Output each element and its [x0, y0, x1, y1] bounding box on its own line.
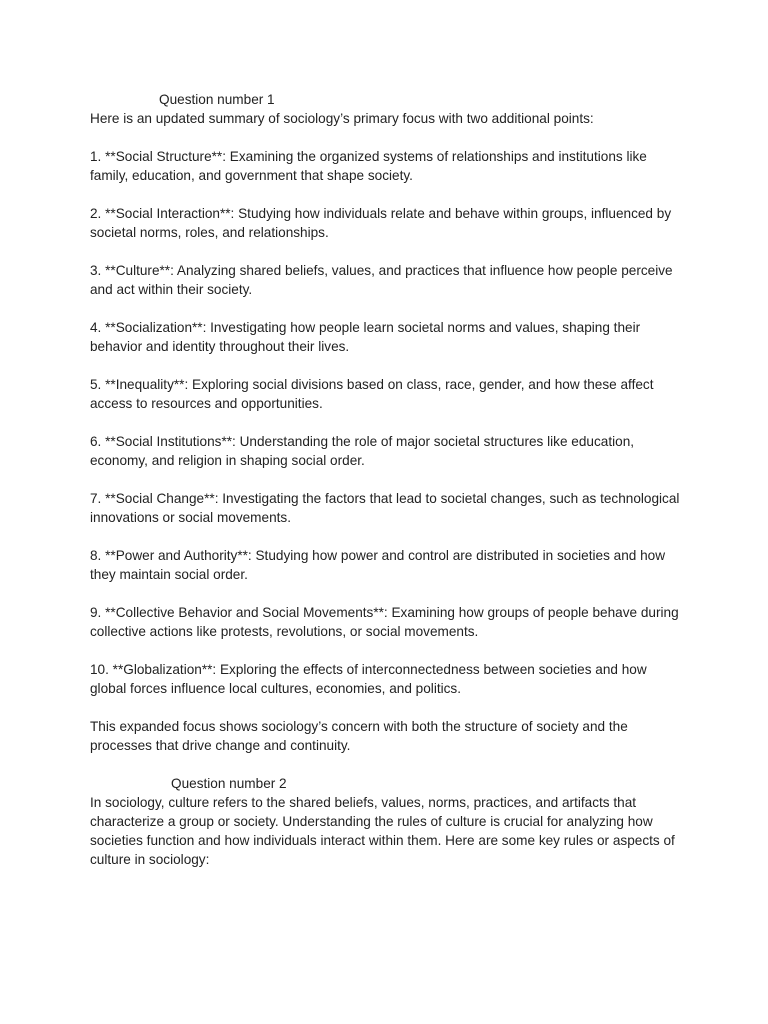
point-social-change: 7. **Social Change**: Investigating the factors that lead to societal changes, such as technological innovations or social movements.	[90, 491, 680, 525]
point-collective-behavior: 9. **Collective Behavior and Social Movements**: Examining how groups of people behave during collective actions like protests, revolutions, or social movements.	[90, 605, 679, 639]
question-1-heading: Question number 1	[159, 92, 275, 107]
question-2-heading: Question number 2	[171, 776, 287, 791]
document-body	[90, 90, 680, 869]
question-1-intro: Here is an updated summary of sociology’s primary focus with two additional points:	[90, 111, 594, 126]
point-socialization: 4. **Socialization**: Investigating how people learn societal norms and values, shaping their behavior and identity throughout their lives.	[90, 320, 641, 354]
point-social-institutions: 6. **Social Institutions**: Understanding the role of major societal structures like education, economy, and religion in shaping social order.	[90, 434, 635, 468]
question-1-conclusion: This expanded focus shows sociology’s concern with both the structure of society and the processes that drive change and continuity.	[90, 719, 628, 753]
point-globalization: 10. **Globalization**: Exploring the effects of interconnectedness between societies and how global forces influence local cultures, economies, and politics.	[90, 662, 647, 696]
point-culture: 3. **Culture**: Analyzing shared beliefs, values, and practices that influence how people perceive and act within their society.	[90, 263, 673, 297]
point-social-interaction: 2. **Social Interaction**: Studying how individuals relate and behave within groups, influenced by societal norms, roles, and relationships.	[90, 206, 672, 240]
point-social-structure: 1. **Social Structure**: Examining the organized systems of relationships and institutions like family, education, and government that shape society.	[90, 149, 647, 183]
question-2-paragraph: In sociology, culture refers to the shared beliefs, values, norms, practices, and artifacts that characterize a group or society. Understanding the rules of culture is crucial for analyzing how societies function and how individuals interact within them. Here are some key rules or aspects of culture in sociology:	[90, 795, 675, 867]
point-power-and-authority: 8. **Power and Authority**: Studying how power and control are distributed in societies and how they maintain social order.	[90, 548, 666, 582]
point-inequality: 5. **Inequality**: Exploring social divisions based on class, race, gender, and how these affect access to resources and opportunities.	[90, 377, 654, 411]
